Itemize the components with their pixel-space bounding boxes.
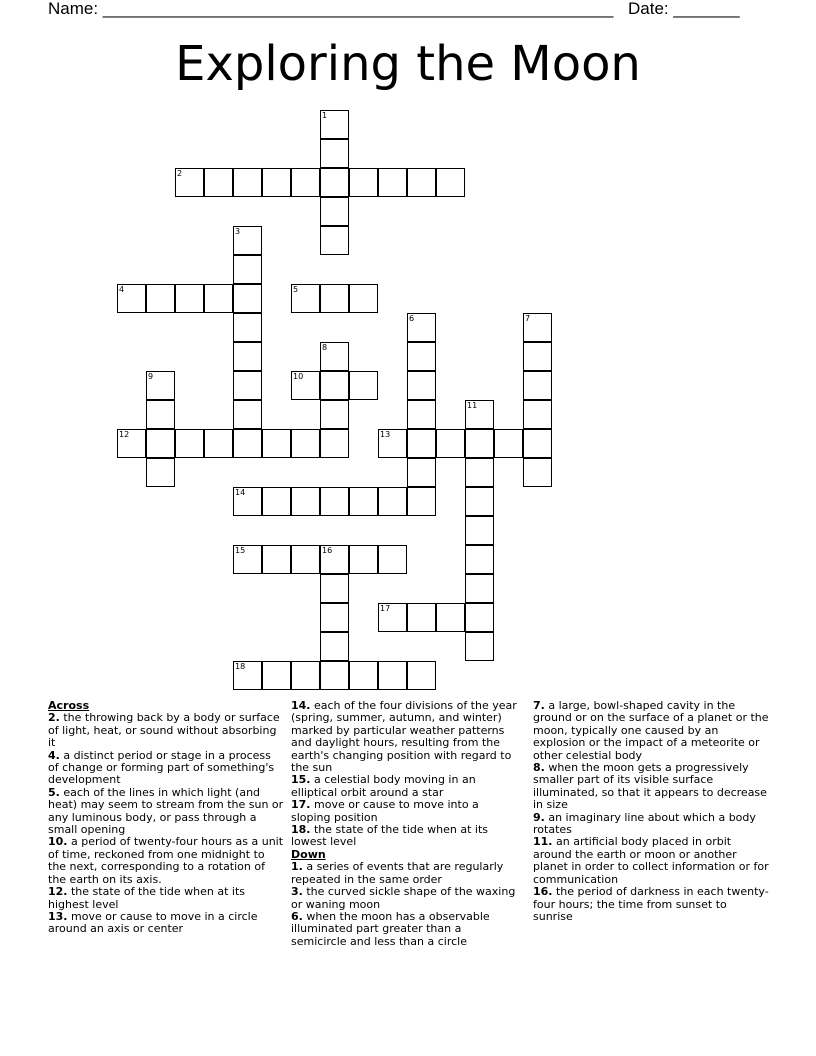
clue-item-text: when the moon gets a progressively smaller part of its visible surface illuminated, so that it appears to decrease in size [533,761,767,812]
grid-cell[interactable] [262,168,291,197]
clue-item-text: a large, bowl-shaped cavity in the ground or on the surface of a planet or the moon, typically one caused by an explosion or the impact of a meteorite or other celestial body [533,699,769,762]
grid-cell[interactable] [233,284,262,313]
clue-item-number: 9. [533,810,545,824]
clue-item [48,712,284,749]
clue-item-number: 14. [291,699,311,712]
clue-number: 15 [235,546,246,555]
grid-cell[interactable] [407,487,436,516]
grid-cell[interactable] [320,371,349,400]
clue-number: 1 [322,111,328,120]
grid-cell[interactable] [117,284,146,313]
grid-cell[interactable] [523,400,552,429]
grid-cell[interactable] [436,168,465,197]
grid-cell[interactable] [320,632,349,661]
grid-cell[interactable] [233,371,262,400]
grid-cell[interactable] [320,487,349,516]
grid-cell[interactable] [291,429,320,458]
grid-cell[interactable] [320,110,349,139]
down-clue-list [291,861,519,948]
clue-item [533,886,769,923]
clue-item-number: 17. [291,798,311,812]
clue-item-number: 18. [291,823,311,837]
clue-item-text: when the moon has a observable illuminated part greater than a semicircle and less than a circle [291,909,490,948]
grid-cell[interactable] [204,168,233,197]
clue-item-number: 3. [291,885,303,899]
clue-number: 14 [235,488,246,497]
clue-item [291,911,519,948]
clue-number: 18 [235,662,246,671]
clue-number: 8 [322,343,328,352]
clue-item [291,824,519,849]
grid-cell[interactable] [320,574,349,603]
grid-cell[interactable] [349,371,378,400]
clue-item-text: move or cause to move into a sloping position [291,798,479,824]
grid-cell[interactable] [349,168,378,197]
grid-cell[interactable] [320,400,349,429]
clue-number: 6 [409,314,415,323]
grid-cell[interactable] [465,545,494,574]
grid-cell[interactable] [291,487,320,516]
grid-cell[interactable] [320,139,349,168]
grid-cell[interactable] [436,429,465,458]
clue-item-text: move or cause to move in a circle around an axis or center [48,909,258,936]
grid-cell[interactable] [523,313,552,342]
grid-cell[interactable] [233,342,262,371]
clue-item [48,787,284,837]
grid-cell[interactable] [494,429,523,458]
across-heading: Across [48,699,90,712]
page-title: Exploring the Moon [175,36,641,92]
grid-cell[interactable] [349,545,378,574]
grid-cell[interactable] [407,603,436,632]
clue-item-text: the period of darkness in each twenty-four hours; the time from sunset to sunrise [533,885,769,923]
grid-cell[interactable] [175,168,204,197]
clue-item-text: the curved sickle shape of the waxing or waning moon [291,885,516,911]
grid-cell[interactable] [407,313,436,342]
clue-number: 5 [293,285,299,294]
clue-number: 11 [467,401,478,410]
clue-item [48,886,284,911]
clue-item [291,799,519,824]
grid-cell[interactable] [378,661,407,690]
clue-number: 3 [235,227,241,236]
clue-item-text: an artificial body placed in orbit around the earth or moon or another planet in order to collect information or for communication [533,835,769,886]
grid-cell[interactable] [262,545,291,574]
clue-item [291,774,519,799]
grid-cell[interactable] [378,168,407,197]
clue-number: 10 [293,372,304,381]
grid-cell[interactable] [320,342,349,371]
grid-cell[interactable] [204,429,233,458]
clue-item-number: 6. [291,909,303,923]
clue-item-text: a series of events that are regularly repeated in the same order [291,860,504,886]
across-clue-list-continued [291,700,519,849]
clue-item-number: 10. [48,835,68,849]
clue-item-text: a celestial body moving in an elliptical orbit around a star [291,773,476,799]
clue-number: 7 [525,314,531,323]
grid-cell[interactable] [146,284,175,313]
grid-cell[interactable] [465,487,494,516]
clue-item-number: 5. [48,785,60,799]
grid-cell[interactable] [233,429,262,458]
clue-item-number: 13. [48,909,68,923]
name-line: Name: ______________________________________________________ [48,0,614,18]
clue-item-number: 16. [533,885,553,899]
grid-cell[interactable] [233,255,262,284]
clue-item-text: a distinct period or stage in a process of change or forming part of something's development [48,748,275,787]
grid-cell[interactable] [407,371,436,400]
across-clue-list [48,712,284,935]
grid-cell[interactable] [465,516,494,545]
clue-item [48,911,284,936]
grid-cell[interactable] [407,429,436,458]
grid-cell[interactable] [320,168,349,197]
grid-cell[interactable] [436,603,465,632]
grid-cell[interactable] [378,429,407,458]
clue-item-number: 15. [291,773,311,787]
clues-column-1 [48,700,284,936]
grid-cell[interactable] [320,603,349,632]
grid-cell[interactable] [349,284,378,313]
clue-item [291,700,519,774]
clue-item-text: the throwing back by a body or surface of light, heat, or sound without absorbing it [48,711,280,750]
grid-cell[interactable] [146,429,175,458]
grid-cell[interactable] [291,371,320,400]
clue-item [533,700,769,762]
clue-item-text: a period of twenty-four hours as a unit of time, reckoned from one midnight to the next, corresponding to a rotation of the earth on its axis. [48,835,284,886]
grid-cell[interactable] [291,284,320,313]
grid-cell[interactable] [465,574,494,603]
grid-cell[interactable] [407,458,436,487]
grid-cell[interactable] [378,603,407,632]
grid-cell[interactable] [407,168,436,197]
grid-cell[interactable] [204,284,233,313]
down-clue-list-continued [533,700,769,923]
grid-cell[interactable] [262,661,291,690]
grid-cell[interactable] [465,458,494,487]
clue-item-number: 4. [48,748,60,762]
clue-item-number: 8. [533,761,545,775]
clue-item [533,812,769,837]
grid-cell[interactable] [523,458,552,487]
grid-cell[interactable] [407,400,436,429]
grid-cell[interactable] [320,226,349,255]
grid-cell[interactable] [291,168,320,197]
grid-cell[interactable] [523,342,552,371]
grid-cell[interactable] [146,371,175,400]
grid-cell[interactable] [407,661,436,690]
clue-item-number: 2. [48,711,60,725]
grid-cell[interactable] [320,429,349,458]
grid-cell[interactable] [320,284,349,313]
clue-item-text: each of the lines in which light (and heat) may seem to stream from the sun or any luminous body, or pass through a small opening [48,785,284,837]
grid-cell[interactable] [465,632,494,661]
clue-number: 16 [322,546,333,555]
clues-column-3 [533,700,769,923]
grid-cell[interactable] [291,661,320,690]
grid-cell[interactable] [233,487,262,516]
clue-number: 12 [119,430,130,439]
grid-cell[interactable] [262,429,291,458]
grid-cell[interactable] [407,342,436,371]
grid-cell[interactable] [233,313,262,342]
grid-cell[interactable] [146,458,175,487]
clue-item [291,861,519,886]
clue-item [48,750,284,787]
grid-cell[interactable] [378,487,407,516]
clue-item-text: each of the four divisions of the year (spring, summer, autumn, and winter) marked by particular weather patterns and daylight hours, resulting from the earth's changing position with regard to the sun [291,699,517,775]
clue-item [48,836,284,886]
clue-item-text: the state of the tide when at its highest level [48,885,246,911]
clue-item-text: the state of the tide when at its lowest level [291,823,489,849]
grid-cell[interactable] [233,168,262,197]
clue-item-number: 11. [533,835,553,849]
grid-cell[interactable] [378,545,407,574]
grid-cell[interactable] [349,661,378,690]
grid-cell[interactable] [465,429,494,458]
clue-item-number: 1. [291,860,303,874]
clue-number: 2 [177,169,183,178]
clue-number: 9 [148,372,154,381]
grid-cell[interactable] [320,545,349,574]
grid-cell[interactable] [262,487,291,516]
down-heading: Down [291,847,326,861]
clue-number: 4 [119,285,125,294]
grid-cell[interactable] [233,226,262,255]
grid-cell[interactable] [291,545,320,574]
grid-cell[interactable] [117,429,146,458]
date-line: Date: _______ [628,0,740,18]
grid-cell[interactable] [320,661,349,690]
grid-cell[interactable] [465,603,494,632]
clue-item-number: 7. [533,699,545,712]
clue-item [533,836,769,886]
grid-cell[interactable] [320,197,349,226]
clue-item [533,762,769,812]
clue-item-text: an imaginary line about which a body rotates [533,810,756,837]
grid-cell[interactable] [146,400,175,429]
grid-cell[interactable] [233,661,262,690]
grid-cell[interactable] [175,284,204,313]
grid-cell[interactable] [465,400,494,429]
clue-item-number: 12. [48,885,68,899]
clue-item [291,886,519,911]
clue-number: 13 [380,430,391,439]
clues-column-2 [291,700,519,948]
clue-number: 17 [380,604,391,613]
grid-cell[interactable] [233,545,262,574]
grid-cell[interactable] [175,429,204,458]
grid-cell[interactable] [523,371,552,400]
grid-cell[interactable] [233,400,262,429]
grid-cell[interactable] [523,429,552,458]
grid-cell[interactable] [349,487,378,516]
